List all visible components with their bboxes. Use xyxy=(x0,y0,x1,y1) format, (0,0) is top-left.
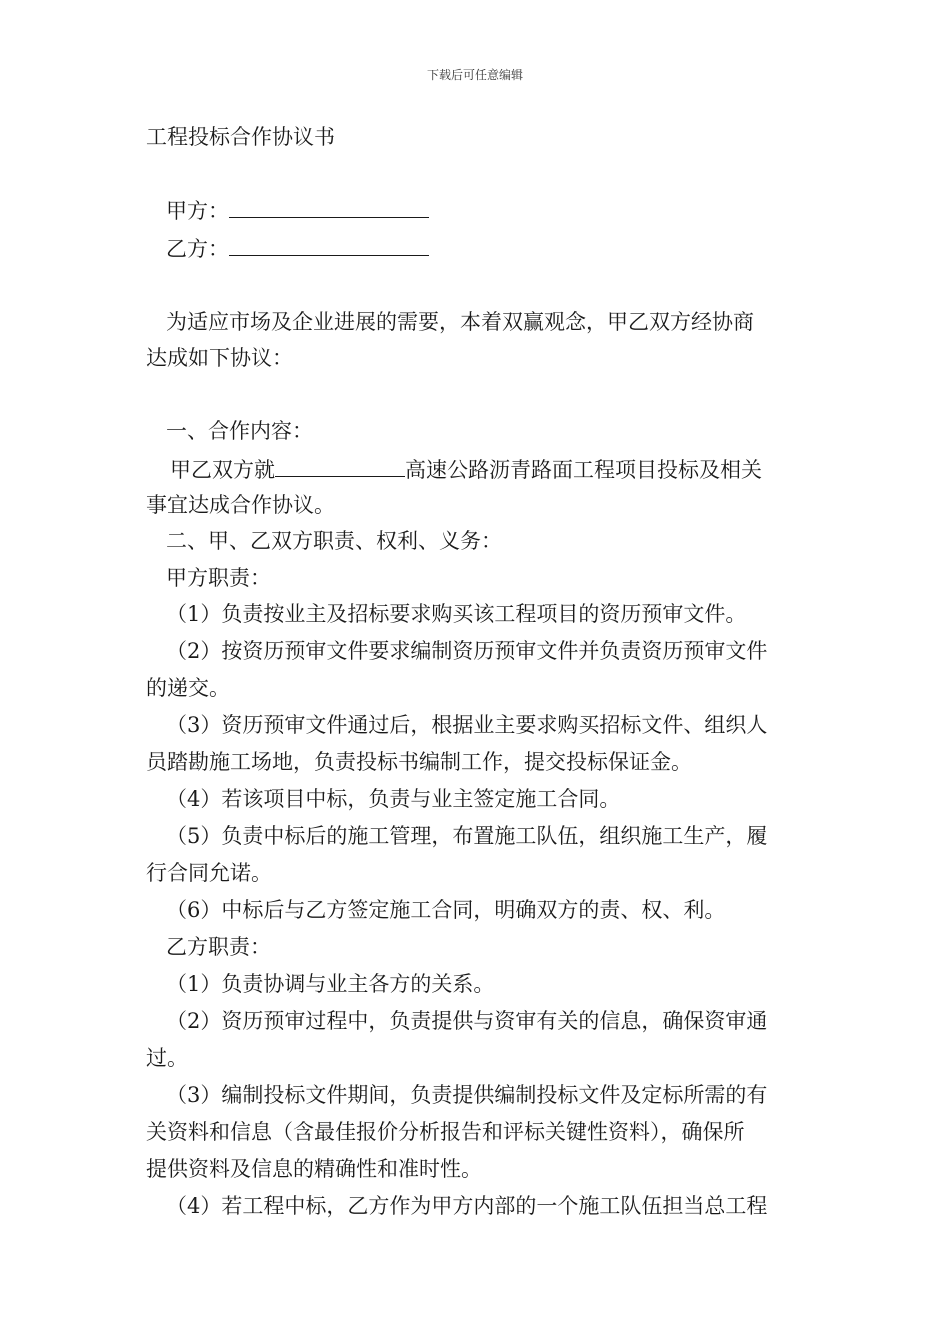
document-title: 工程投标合作协议书 xyxy=(146,125,335,149)
section-2-heading: 二、甲、乙双方职责、权利、义务： xyxy=(166,529,502,553)
a-item-2-line-1: （2）按资历预审文件要求编制资历预审文件并负责资历预审文件 xyxy=(166,639,768,663)
a-item-5-line-2: 行合同允诺。 xyxy=(146,861,272,885)
b-item-4-line-1: （4）若工程中标，乙方作为甲方内部的一个施工队伍担当总工程 xyxy=(166,1194,768,1218)
page-header: 下载后可任意编辑 xyxy=(426,68,523,82)
a-item-5-line-1: （5）负责中标后的施工管理，布置施工队伍，组织施工生产，履 xyxy=(166,824,768,848)
a-item-4: （4）若该项目中标，负责与业主签定施工合同。 xyxy=(166,787,621,811)
party-b-line xyxy=(166,235,950,262)
a-item-1: （1）负责按业主及招标要求购买该工程项目的资历预审文件。 xyxy=(166,602,747,626)
a-item-3-line-1: （3）资历预审文件通过后，根据业主要求购买招标文件、组织人 xyxy=(166,713,768,737)
party-b-label: 乙方： xyxy=(166,237,229,261)
a-item-3-line-2: 员踏勘施工场地，负责投标书编制工作，提交投标保证金。 xyxy=(146,750,692,774)
section-1-text-pre: 甲乙双方就 xyxy=(170,458,275,482)
b-item-3-line-1: （3）编制投标文件期间，负责提供编制投标文件及定标所需的有 xyxy=(166,1083,768,1107)
project-name-blank xyxy=(275,456,405,477)
party-a-blank xyxy=(229,197,429,218)
b-item-1: （1）负责协调与业主各方的关系。 xyxy=(166,972,495,996)
b-item-3-line-2: 关资料和信息（含最佳报价分析报告和评标关键性资料），确保所 xyxy=(146,1120,745,1144)
section-1-text-post: 高速公路沥青路面工程项目投标及相关 xyxy=(405,458,762,482)
section-1-text xyxy=(170,456,950,483)
preamble-line-1: 为适应市场及企业进展的需要，本着双赢观念，甲乙双方经协商 xyxy=(166,310,754,334)
party-a-line xyxy=(166,197,950,224)
b-item-3-line-3: 提供资料及信息的精确性和准时性。 xyxy=(146,1157,482,1181)
party-b-blank xyxy=(229,235,429,256)
section-1-heading: 一、合作内容： xyxy=(166,419,313,443)
a-item-2-line-2: 的递交。 xyxy=(146,676,230,700)
preamble-line-2: 达成如下协议： xyxy=(146,346,293,370)
party-a-duties-heading: 甲方职责： xyxy=(166,566,271,590)
b-item-2-line-1: （2）资历预审过程中，负责提供与资审有关的信息，确保资审通 xyxy=(166,1009,768,1033)
section-1-text-line-2: 事宜达成合作协议。 xyxy=(146,493,335,517)
party-a-label: 甲方： xyxy=(166,199,229,223)
b-item-2-line-2: 过。 xyxy=(146,1046,188,1070)
a-item-6: （6）中标后与乙方签定施工合同，明确双方的责、权、利。 xyxy=(166,898,726,922)
party-b-duties-heading: 乙方职责： xyxy=(166,935,271,959)
